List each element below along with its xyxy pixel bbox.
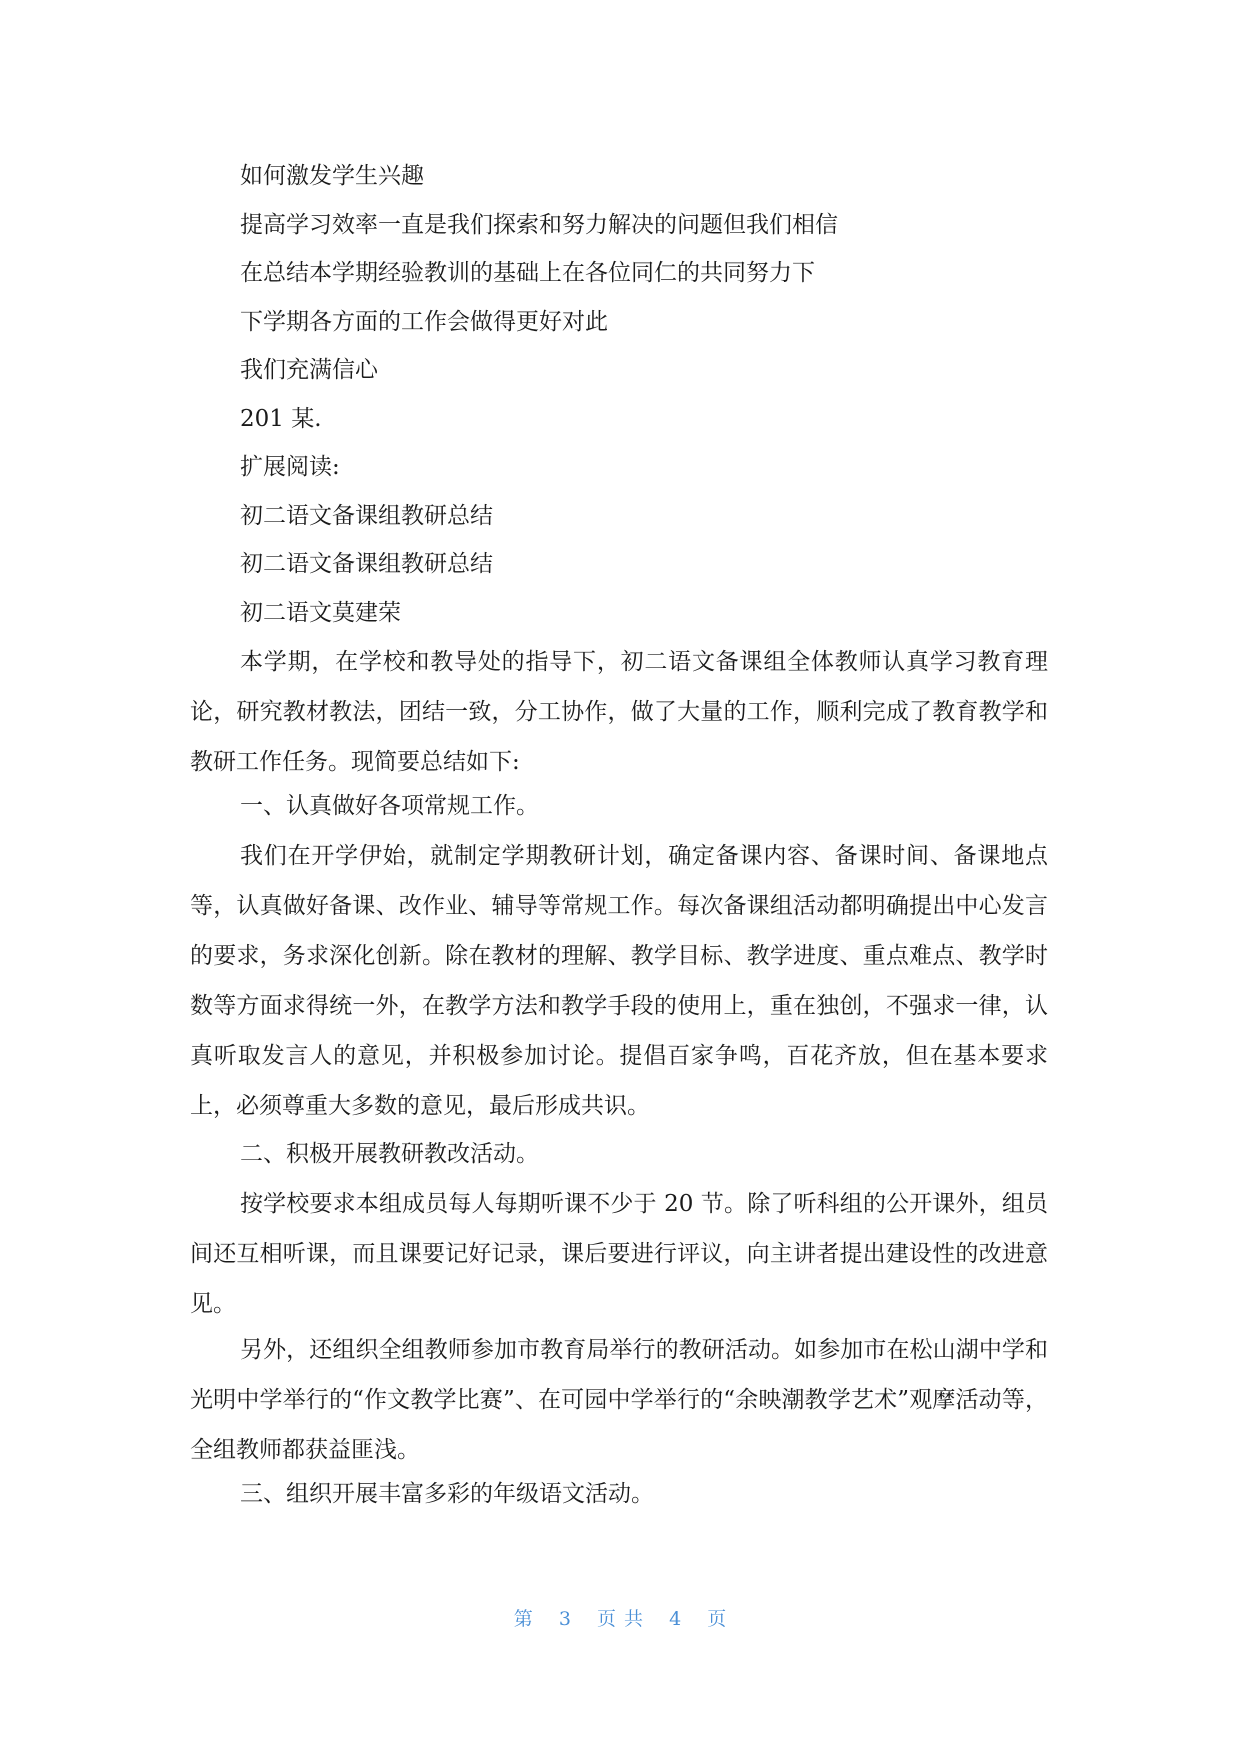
text-line-9: 初二语文备课组教研总结 <box>240 551 493 577</box>
section-2-heading: 二、积极开展教研教改活动。 <box>240 1141 539 1167</box>
footer-word-pages: 页 <box>707 1608 728 1630</box>
text-line-8: 初二语文备课组教研总结 <box>240 503 493 529</box>
text-line-6: 201 某. <box>240 406 322 432</box>
text-line-4: 下学期各方面的工作会做得更好对此 <box>240 309 608 335</box>
text-line-2: 提高学习效率一直是我们探索和努力解决的问题但我们相信 <box>240 212 838 238</box>
intro-paragraph: 本学期，在学校和教导处的指导下，初二语文备课组全体教师认真学习教育理论，研究教材教法，团结一致，分工协作，做了大量的工作，顺利完成了教育教学和教研工作任务。现简要总结如下: <box>190 649 1048 775</box>
section-1-body: 我们在开学伊始，就制定学期教研计划，确定备课内容、备课时间、备课地点等，认真做好备课、改作业、辅导等常规工作。每次备课组活动都明确提出中心发言的要求，务求深化创新。除在教材的理解、教学目标、教学进度、重点难点、教学时数等方面求得统一外，在教学方法和教学手段的使用上，重在独创，不强求一律，认真听取发言人的意见，并积极参加讨论。提倡百家争鸣，百花齐放，但在基本要求上，必须尊重大多数的意见，最后形成共识。 <box>190 843 1048 1119</box>
text-line-7: 扩展阅读: <box>240 454 340 480</box>
section-2-body-2: 另外，还组织全组教师参加市教育局举行的教研活动。如参加市在松山湖中学和光明中学举行的“作文教学比赛”、在可园中学举行的“余映潮教学艺术”观摩活动等，全组教师都获益匪浅。 <box>190 1337 1048 1463</box>
section-2-body-1: 按学校要求本组成员每人每期听课不少于 20 节。除了听科组的公开课外，组员间还互相听课，而且课要记好记录，课后要进行评议，向主讲者提出建设性的改进意见。 <box>190 1191 1048 1317</box>
footer-word-of: 页 共 <box>596 1608 645 1630</box>
text-line-1: 如何激发学生兴趣 <box>240 163 424 189</box>
section-1-heading: 一、认真做好各项常规工作。 <box>240 793 539 819</box>
page-number-footer <box>0 1604 1241 1631</box>
text-line-3: 在总结本学期经验教训的基础上在各位同仁的共同努力下 <box>240 260 815 286</box>
text-line-5: 我们充满信心 <box>240 357 378 383</box>
footer-current-page: 3 <box>558 1608 572 1630</box>
footer-word-page: 第 <box>513 1608 534 1630</box>
section-3-heading: 三、组织开展丰富多彩的年级语文活动。 <box>240 1481 654 1507</box>
footer-total-pages: 4 <box>669 1608 683 1630</box>
text-line-10: 初二语文莫建荣 <box>240 600 401 626</box>
